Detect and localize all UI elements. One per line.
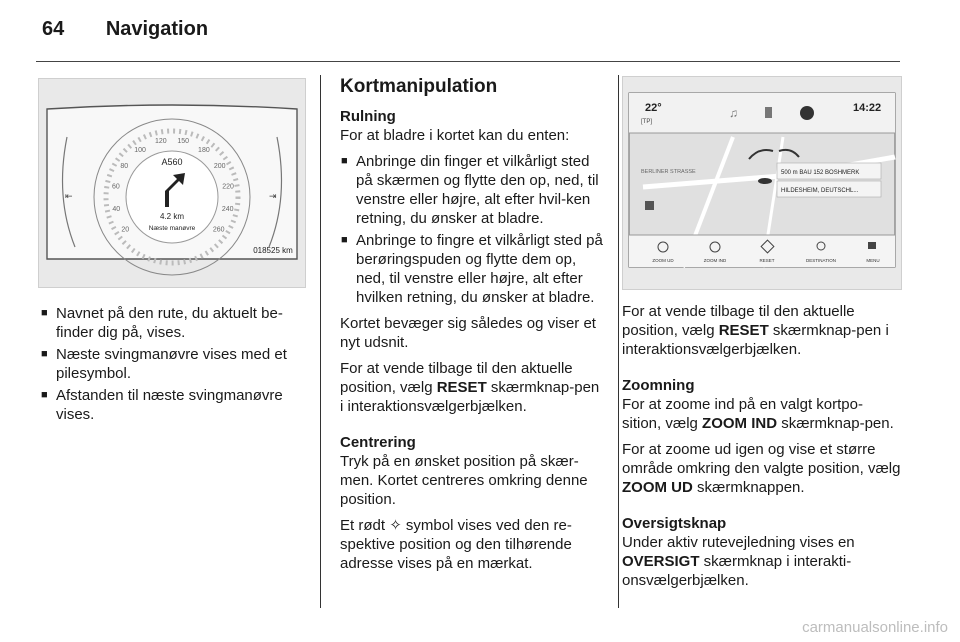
page-number: 64 bbox=[42, 18, 65, 40]
watermark: carmanualsonline.info bbox=[802, 619, 948, 636]
vehicle-marker-icon bbox=[758, 178, 772, 184]
section-title: Navigation bbox=[105, 18, 209, 40]
instrument-cluster-illustration bbox=[38, 78, 306, 288]
list-item: ■ Anbringe to fingre et vilkårligt sted på berøringspuden og flytte dem op, ned, til venstre eller højre, alt efter hvilken retning, du ønsker at bladre. bbox=[340, 231, 606, 307]
instrument-cluster-graphic bbox=[39, 79, 305, 287]
column-divider-left bbox=[320, 75, 321, 608]
paragraph: For at zoome ud igen og vise et større område omkring den valgte position, vælg ZOOM UD skærmknappen. bbox=[622, 441, 901, 496]
column-right bbox=[622, 302, 902, 597]
zoom-in-label[interactable]: ZOOM IND bbox=[703, 258, 727, 263]
subheading-oversigtsknap: Oversigtsknap bbox=[622, 515, 727, 532]
subheading-rulning: Rulning bbox=[340, 108, 396, 125]
nav-icon bbox=[800, 106, 814, 120]
header-rule bbox=[36, 61, 900, 62]
list-item: ■ Navnet på den rute, du aktuelt be-finder dig på, vises. bbox=[40, 304, 306, 342]
list-item: ■ Afstanden til næste svingmanøvre vises. bbox=[40, 386, 306, 424]
speed-label: 200 bbox=[213, 162, 226, 170]
street-label: BERLINER STRASSE bbox=[641, 169, 696, 175]
cluster-bullets bbox=[40, 304, 306, 424]
clock: 14:22 bbox=[853, 102, 882, 114]
paragraph: Kortet bevæger sig således og viser et nyt udsnit. bbox=[340, 315, 596, 351]
destination-label[interactable]: DESTINATION bbox=[806, 258, 836, 263]
temperature: 22° bbox=[645, 102, 662, 114]
paragraph: Tryk på en ønsket position på skær-men. Kortet centreres omkring denne position. bbox=[340, 453, 588, 508]
speed-label: 120 bbox=[154, 138, 167, 146]
arrow-left-icon: ⇤ bbox=[65, 191, 73, 201]
speed-label: 80 bbox=[120, 162, 129, 170]
turn-distance: 4.2 km bbox=[159, 212, 185, 221]
zoom-out-label[interactable]: ZOOM UD bbox=[652, 258, 674, 263]
map-screen-graphic bbox=[623, 77, 901, 289]
subheading-centrering: Centrering bbox=[340, 434, 416, 451]
paragraph: Et rødt ✧ symbol vises ved den re-spektive position og den tilhørende adresse vises på en mærkat. bbox=[340, 517, 572, 572]
column-divider-right bbox=[618, 75, 619, 608]
map-screen-illustration bbox=[622, 76, 902, 290]
speed-label: 260 bbox=[212, 226, 225, 234]
odometer: 018525 km bbox=[253, 246, 293, 255]
marker-symbol-icon: ✧ bbox=[389, 517, 402, 534]
speed-label: 40 bbox=[112, 206, 121, 214]
speed-label: 150 bbox=[177, 138, 190, 146]
guidance-text: 500 m BAU 152 BOSHMERK bbox=[781, 170, 860, 176]
arrow-right-icon: ⇥ bbox=[269, 191, 277, 201]
list-item: ■ Anbringe din finger et vilkårligt sted på skærmen og flytte den op, ned, til venstre eller højre, alt efter hvil-ken retning, du ønsker at bladre. bbox=[340, 152, 606, 228]
road-name: A560 bbox=[161, 157, 183, 167]
phone-icon bbox=[765, 107, 772, 118]
music-icon: ♫ bbox=[729, 106, 738, 120]
temperature-subtitle: [TP] bbox=[641, 119, 653, 125]
parking-icon bbox=[645, 201, 654, 210]
destination-text: HILDESHEIM, DEUTSCHL... bbox=[781, 188, 859, 194]
column-left bbox=[40, 304, 306, 431]
paragraph: For at bladre i kortet kan du enten: bbox=[340, 127, 570, 144]
speed-label: 100 bbox=[134, 146, 146, 154]
paragraph: For at vende tilbage til den aktuelle position, vælg RESET skærmknap-pen i interaktionsvælgerbjælken. bbox=[340, 360, 600, 415]
paragraph: For at zoome ind på en valgt kortpo-sition, vælg ZOOM IND skærmknap-pen. bbox=[622, 396, 894, 432]
section-heading: Kortmanipulation bbox=[340, 76, 498, 97]
column-middle bbox=[340, 76, 606, 580]
speed-label: 180 bbox=[198, 146, 210, 154]
speed-label: 60 bbox=[112, 183, 120, 191]
speed-label: 20 bbox=[121, 226, 130, 234]
reset-label[interactable]: RESET bbox=[759, 258, 775, 263]
list-item: ■ Næste svingmanøvre vises med et pilesymbol. bbox=[40, 345, 306, 383]
subheading-zoomning: Zoomning bbox=[622, 377, 695, 394]
speed-label: 220 bbox=[222, 183, 234, 191]
menu-icon[interactable] bbox=[868, 242, 876, 249]
menu-label[interactable]: MENU bbox=[866, 258, 880, 263]
page-header bbox=[42, 18, 208, 41]
speed-label: 240 bbox=[221, 206, 234, 214]
paragraph: Under aktiv rutevejledning vises en OVERSIGT skærmknap i interakti-onsvælgerbjælken. bbox=[622, 534, 855, 589]
scroll-bullets bbox=[340, 152, 606, 307]
paragraph: For at vende tilbage til den aktuelle position, vælg RESET skærmknap-pen i interaktionsvælgerbjælken. bbox=[622, 303, 889, 358]
maneuver-caption: Næste manøvre bbox=[148, 225, 196, 232]
